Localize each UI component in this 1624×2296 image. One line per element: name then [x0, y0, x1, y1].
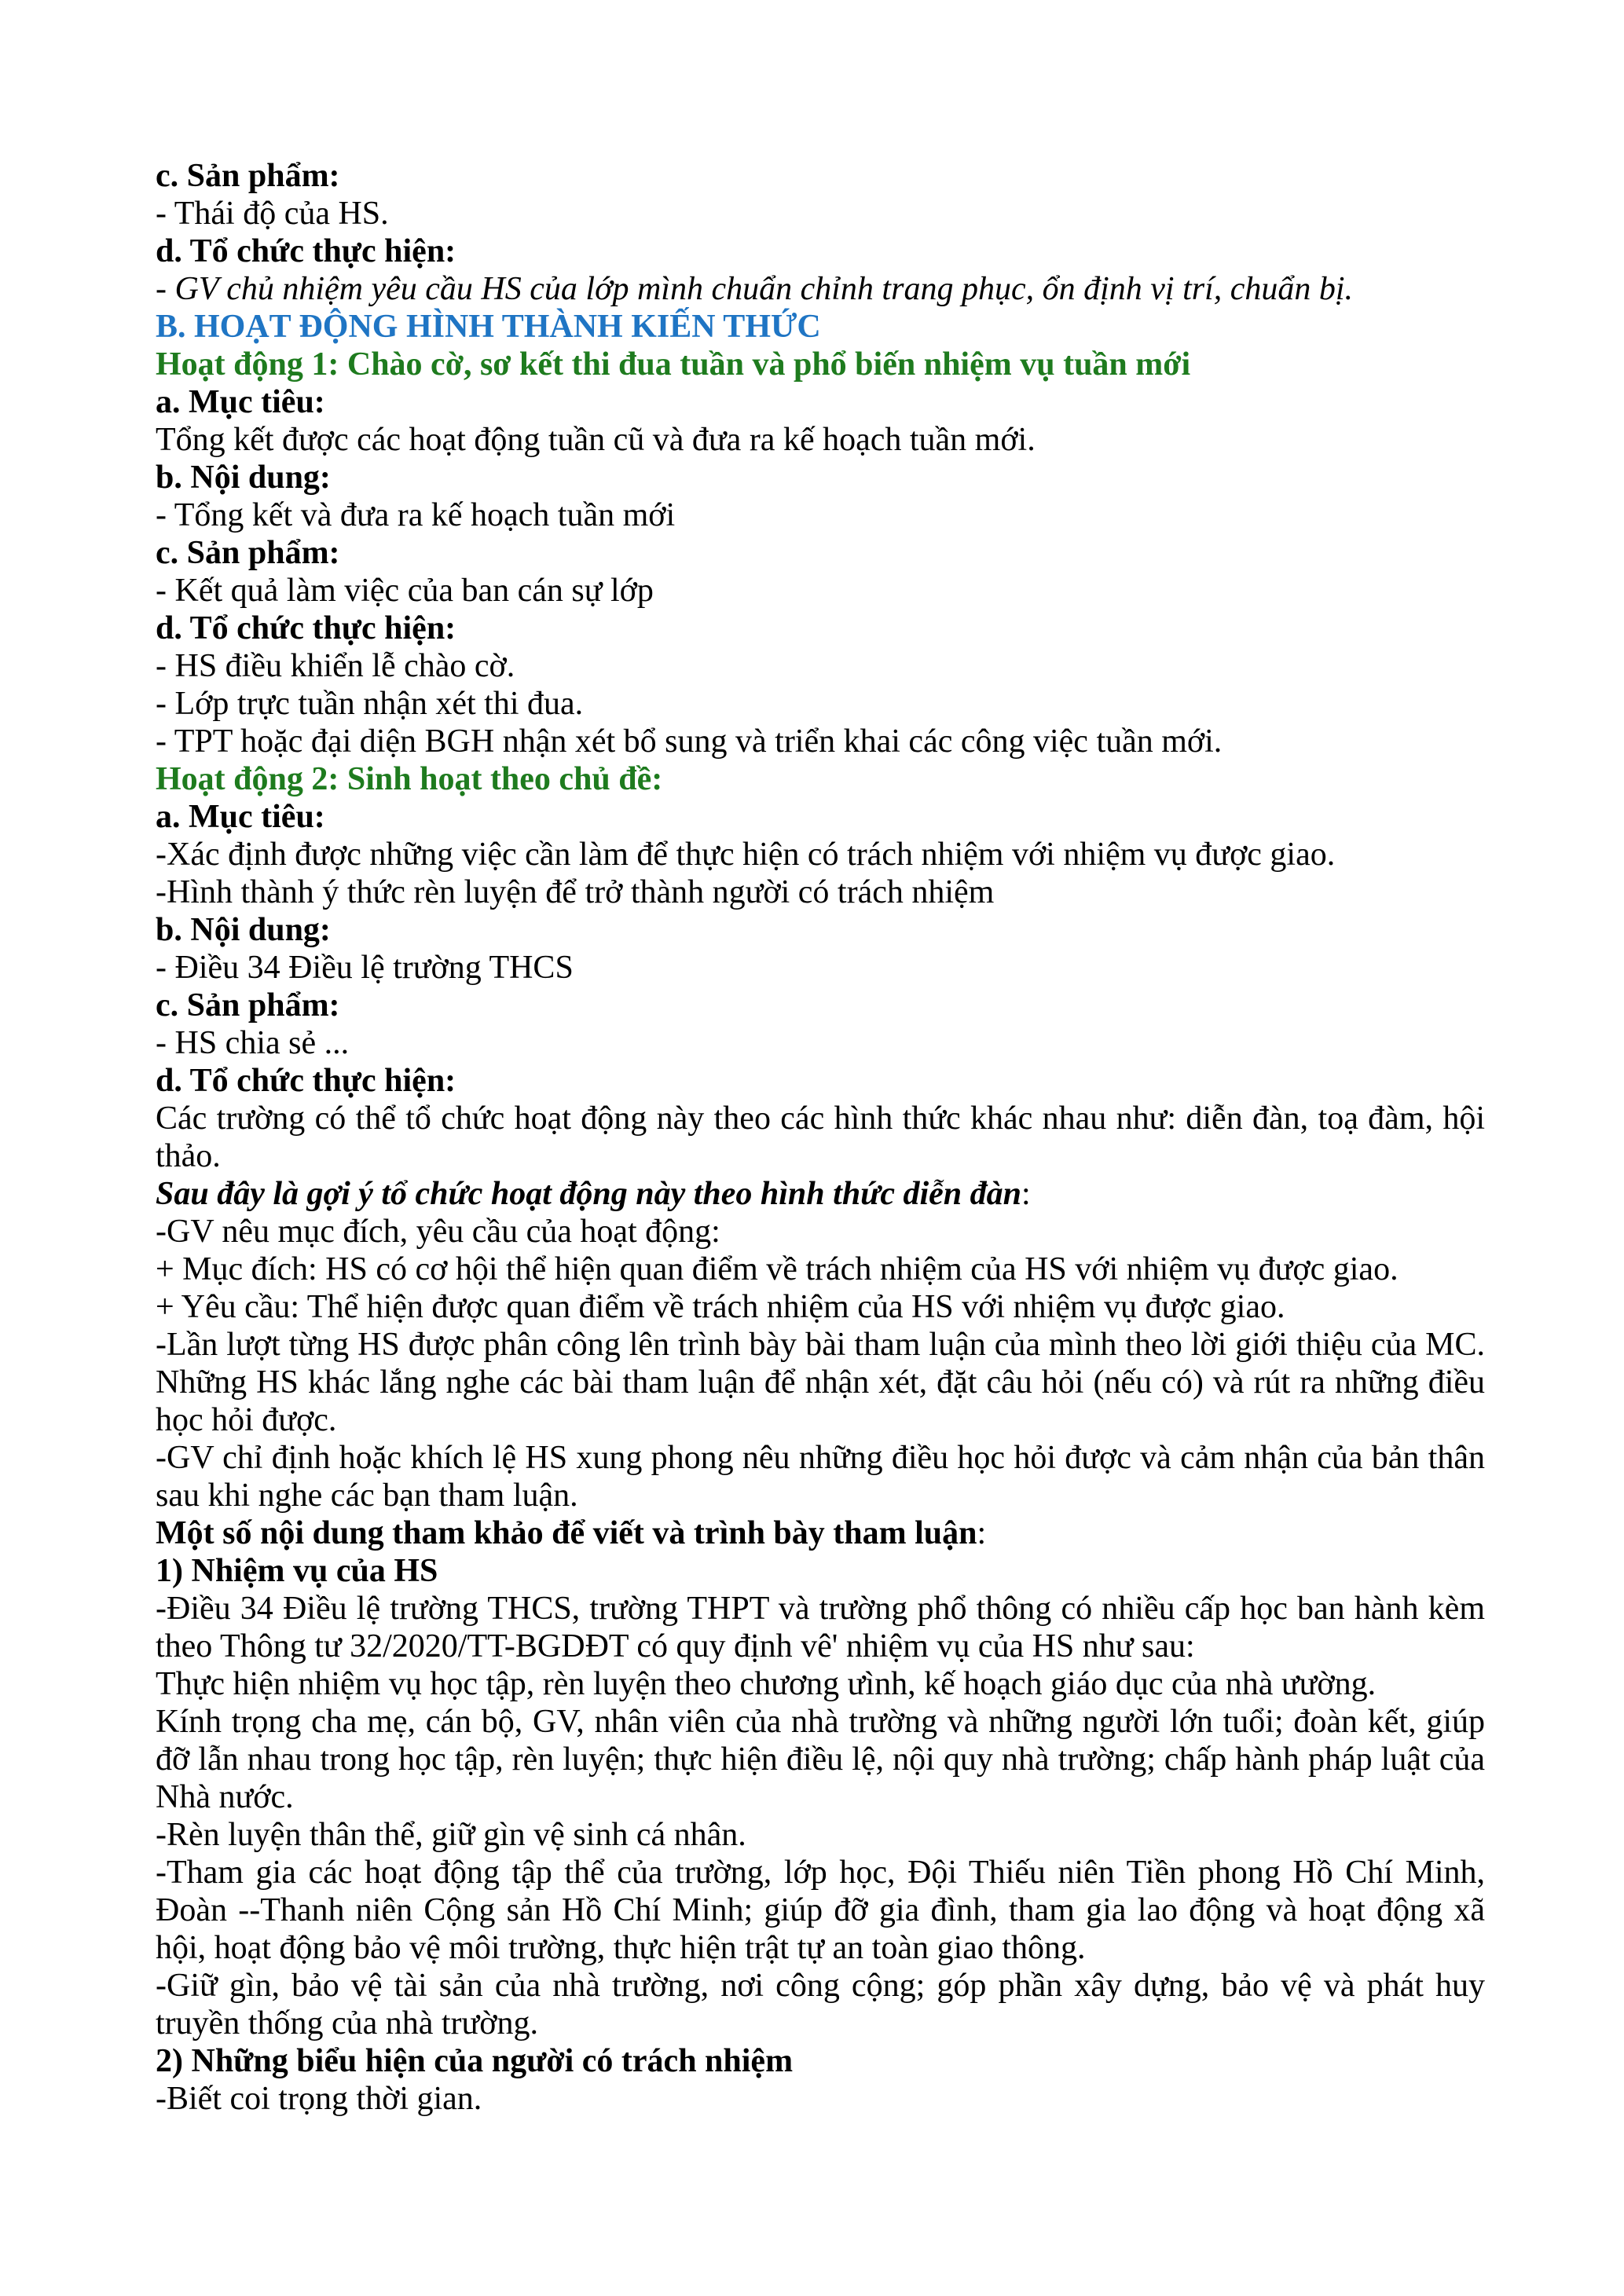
body-paragraph: - HS chia sẻ ... — [156, 1025, 350, 1061]
document-page — [156, 157, 1485, 2118]
numbered-heading: 2) Những biểu hiện của người có trách nhiệm — [156, 2043, 794, 2079]
section-label: c. Sản phẩm: — [156, 158, 340, 194]
body-paragraph: - HS điều khiển lễ chào cờ. — [156, 648, 515, 684]
section-label: a. Mục tiêu: — [156, 799, 325, 835]
body-paragraph: -Rèn luyện thân thể, giữ gìn vệ sinh cá nhân. — [156, 1817, 746, 1853]
section-label: b. Nội dung: — [156, 912, 331, 948]
body-paragraph: - TPT hoặc đại diện BGH nhận xét bổ sung và triển khai các công việc tuần mới. — [156, 723, 1223, 760]
numbered-heading: 1) Nhiệm vụ của HS — [156, 1553, 438, 1589]
body-paragraph: - Kết quả làm việc của ban cán sự lớp — [156, 573, 654, 609]
body-paragraph: -Tham gia các hoạt động tập thể của trường, lớp học, Đội Thiếu niên Tiền phong Hồ Chí Minh, Đoàn --Thanh niên Cộng sản Hồ Chí Minh; giúp đỡ gia đình, tham gia lao động và hoạt động xã hội, hoạt động bảo vệ môi trường, thực hiện trật tự an toàn giao thông. — [156, 1855, 1485, 1966]
activity-2-heading: Hoạt động 2: Sinh hoạt theo chủ đề: — [156, 761, 663, 797]
body-paragraph: Các trường có thể tổ chức hoạt động này theo các hình thức khác nhau như: diễn đàn, toạ đàm, hội thảo. — [156, 1100, 1485, 1174]
body-paragraph: Thực hiện nhiệm vụ học tập, rèn luyện theo chương ưình, kế hoạch giáo dục của nhà ưường. — [156, 1666, 1377, 1702]
body-paragraph: + Yêu cầu: Thể hiện được quan điểm về trách nhiệm của HS với nhiệm vụ được giao. — [156, 1289, 1285, 1325]
section-label: d. Tổ chức thực hiện: — [156, 610, 456, 646]
body-paragraph: - Tổng kết và đưa ra kế hoạch tuần mới — [156, 497, 676, 533]
body-paragraph: -Biết coi trọng thời gian. — [156, 2081, 482, 2117]
section-label: a. Mục tiêu: — [156, 384, 325, 420]
body-paragraph: -Hình thành ý thức rèn luyện để trở thành người có trách nhiệm — [156, 874, 995, 910]
body-paragraph: -Điều 34 Điều lệ trường THCS, trường THPT và trường phổ thông có nhiều cấp học ban hành kèm theo Thông tư 32/2020/TT-BGDĐT có quy định vê' nhiệm vụ của HS như sau: — [156, 1591, 1485, 1664]
reference-heading — [156, 1514, 1485, 1552]
body-paragraph: Kính trọng cha mẹ, cán bộ, GV, nhân viên của nhà trường và những người lớn tuổi; đoàn kết, giúp đỡ lẫn nhau trong học tập, rèn luyện; thực hiện điều lệ, nội quy nhà trường; chấp hành pháp luật của Nhà nước. — [156, 1704, 1485, 1815]
section-label: d. Tổ chức thực hiện: — [156, 1063, 456, 1099]
section-heading-b: B. HOẠT ĐỘNG HÌNH THÀNH KIẾN THỨC — [156, 309, 821, 345]
suggestion-heading-colon: : — [1021, 1176, 1031, 1212]
activity-1-heading: Hoạt động 1: Chào cờ, sơ kết thi đua tuần và phổ biến nhiệm vụ tuần mới — [156, 346, 1191, 383]
suggestion-heading — [156, 1175, 1485, 1213]
section-label: d. Tổ chức thực hiện: — [156, 233, 456, 269]
body-paragraph: Tổng kết được các hoạt động tuần cũ và đưa ra kế hoạch tuần mới. — [156, 422, 1036, 458]
body-paragraph: -Xác định được những việc cần làm để thực hiện có trách nhiệm với nhiệm vụ được giao. — [156, 837, 1336, 873]
body-paragraph: - Điều 34 Điều lệ trường THCS — [156, 950, 574, 986]
body-paragraph: -Lần lượt từng HS được phân công lên trình bày bài tham luận của mình theo lời giới thiệu của MC. Những HS khác lắng nghe các bài tham luận để nhận xét, đặt câu hỏi (nếu có) và rút ra những điều học hỏi được. — [156, 1327, 1485, 1438]
section-label: b. Nội dung: — [156, 460, 331, 496]
body-paragraph: + Mục đích: HS có cơ hội thể hiện quan điểm về trách nhiệm của HS với nhiệm vụ được giao. — [156, 1251, 1399, 1287]
suggestion-heading-text: Sau đây là gợi ý tổ chức hoạt động này theo hình thức diễn đàn — [156, 1176, 1022, 1212]
reference-heading-colon: : — [977, 1515, 987, 1551]
body-paragraph: - Lớp trực tuần nhận xét thi đua. — [156, 686, 584, 722]
body-paragraph: -Giữ gìn, bảo vệ tài sản của nhà trường, nơi công cộng; góp phần xây dựng, bảo vệ và phát huy truyền thống của nhà trường. — [156, 1968, 1485, 2041]
body-paragraph: - Thái độ của HS. — [156, 196, 389, 232]
section-label: c. Sản phẩm: — [156, 987, 340, 1023]
section-label: c. Sản phẩm: — [156, 535, 340, 571]
reference-heading-text: Một số nội dung tham khảo để viết và trình bày tham luận — [156, 1515, 977, 1551]
body-paragraph: -GV nêu mục đích, yêu cầu của hoạt động: — [156, 1214, 720, 1250]
body-paragraph: - GV chủ nhiệm yêu cầu HS của lớp mình chuẩn chỉnh trang phục, ổn định vị trí, chuẩn bị. — [156, 271, 1354, 307]
body-paragraph: -GV chỉ định hoặc khích lệ HS xung phong nêu những điều học hỏi được và cảm nhận của bản thân sau khi nghe các bạn tham luận. — [156, 1440, 1485, 1514]
